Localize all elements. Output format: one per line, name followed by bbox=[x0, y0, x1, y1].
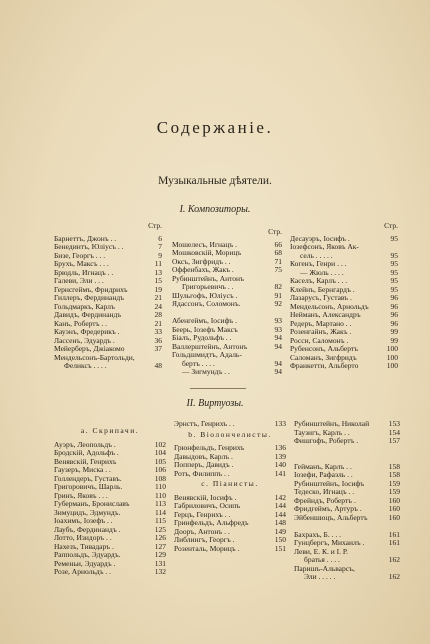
toc-entry-page: 94 bbox=[274, 333, 282, 342]
toc-entry-name: Мошковскій, Морицъ bbox=[172, 249, 242, 257]
toc-entry-name: Розе, Арнольдъ . . bbox=[54, 568, 111, 576]
toc-entry bbox=[54, 328, 162, 337]
toc-entry-name: Рубенсонъ, Альбертъ bbox=[290, 345, 359, 353]
toc-entry-name: Фридгеймъ, Артуръ . bbox=[294, 505, 362, 513]
toc-entry-name: Іозефсонъ, Яковъ Ак- bbox=[290, 243, 359, 251]
toc-entry-name: Фишгофъ, Робертъ . bbox=[294, 437, 359, 445]
toc-entry-page: 153 bbox=[388, 419, 400, 428]
toc-entry bbox=[54, 362, 162, 371]
toc-entry bbox=[290, 337, 398, 346]
toc-entry-page: 95 bbox=[390, 259, 398, 268]
toc-entry-name: Голлендеръ, Густавъ. bbox=[54, 474, 122, 483]
toc-entry-page: 110 bbox=[155, 490, 166, 500]
toc-entry bbox=[54, 269, 162, 278]
toc-entry-name: Шульгофъ, Юліусъ . bbox=[172, 291, 238, 300]
toc-entry bbox=[290, 354, 398, 363]
toc-entry bbox=[54, 458, 166, 467]
toc-entry-page: 13 bbox=[154, 267, 162, 277]
toc-entry bbox=[294, 539, 400, 548]
toc-entry-page: 96 bbox=[390, 293, 398, 302]
toc-entry-page: 151 bbox=[274, 543, 286, 553]
toc-entry-name: Гаузеръ, Миска . . bbox=[54, 466, 111, 474]
toc-entry-name: Мошелесъ, Игнацъ . bbox=[172, 240, 238, 249]
toc-entry-name bbox=[172, 309, 266, 318]
page-column-label: Стр. bbox=[384, 221, 398, 230]
toc-entry bbox=[54, 509, 166, 518]
toc-entry bbox=[54, 475, 166, 484]
toc-entry-page: 144 bbox=[274, 501, 286, 510]
toc-entry-name: Брухъ, Максъ . . . bbox=[54, 260, 109, 268]
toc-entry-name: бертъ . . . . bbox=[182, 359, 215, 368]
toc-entry-name: Брюдль, Игнацъ . . bbox=[54, 268, 114, 277]
toc-entry-name bbox=[294, 522, 384, 531]
toc-entry-page: 100 bbox=[386, 352, 398, 362]
toc-entry-name: Зимуцидъ, Эдмундъ. bbox=[54, 508, 121, 517]
toc-entry-name: Давидъ, Фердинандъ bbox=[54, 311, 122, 319]
toc-entry-name: Оффенбахъ, Жакъ . bbox=[172, 266, 234, 274]
toc-entry-page: 159 bbox=[388, 487, 400, 496]
toc-entry-name: Попперъ, Давидъ . bbox=[174, 461, 234, 469]
toc-entry bbox=[174, 545, 286, 554]
toc-entry-name: Грюнфельдъ, Генрихъ bbox=[174, 444, 245, 452]
virtuosi-column-3 bbox=[294, 420, 400, 582]
toc-entry bbox=[54, 345, 162, 354]
toc-entry bbox=[54, 551, 166, 560]
toc-entry-page: 36 bbox=[154, 335, 162, 345]
toc-entry bbox=[174, 519, 286, 528]
toc-entry-name: Ауэръ, Леопольдъ . bbox=[54, 440, 116, 449]
toc-entry-page: 125 bbox=[154, 524, 166, 534]
section-heading-composers: I. Композиторы. bbox=[179, 204, 251, 215]
toc-entry bbox=[290, 277, 398, 286]
toc-entry-name: Дооръ, Антонъ . . bbox=[174, 527, 230, 536]
toc-entry bbox=[174, 511, 286, 520]
toc-entry bbox=[294, 514, 400, 523]
toc-entry-name bbox=[294, 454, 384, 463]
toc-entry bbox=[174, 528, 286, 537]
toc-entry-name: сель . . . . . bbox=[300, 251, 333, 260]
toc-entry-page: 140 bbox=[274, 460, 286, 469]
toc-entry bbox=[54, 534, 166, 543]
toc-entry bbox=[172, 317, 282, 326]
toc-entry bbox=[294, 531, 400, 540]
toc-entry-page: 148 bbox=[274, 518, 286, 527]
toc-entry bbox=[54, 517, 166, 526]
toc-entry bbox=[54, 500, 166, 509]
toc-entry bbox=[54, 449, 166, 458]
composers-column-1 bbox=[54, 222, 162, 371]
toc-entry-page: 37 bbox=[154, 344, 162, 353]
toc-entry-page: 129 bbox=[154, 550, 166, 559]
toc-entry-name: Іозефи, Рафаэль . . bbox=[294, 471, 353, 479]
toc-entry-page: 28 bbox=[154, 310, 162, 319]
toc-entry-page: 95 bbox=[390, 284, 398, 294]
toc-entry-page: 91 bbox=[274, 290, 282, 300]
toc-entry bbox=[172, 283, 282, 292]
toc-entry bbox=[54, 560, 166, 569]
toc-entry-page: 162 bbox=[388, 555, 400, 564]
page-column-label: Стр. bbox=[268, 227, 282, 236]
toc-entry-name: Оксъ, Зигфридъ . . bbox=[172, 257, 231, 266]
toc-entry bbox=[172, 266, 282, 275]
toc-entry-page: 48 bbox=[154, 361, 162, 370]
toc-entry-page: 132 bbox=[154, 567, 166, 576]
toc-entry-page: 94 bbox=[274, 358, 282, 368]
toc-entry-page: 96 bbox=[390, 318, 398, 328]
toc-entry bbox=[174, 536, 286, 545]
toc-entry-page bbox=[384, 446, 400, 455]
toc-entry bbox=[172, 241, 282, 250]
toc-entry-page: 11 bbox=[154, 259, 162, 268]
toc-entry-name: Губерманъ, Брониславъ bbox=[54, 500, 130, 508]
toc-entry-name: Гунцбергъ, Михаилъ . bbox=[294, 539, 365, 547]
toc-entry bbox=[54, 466, 166, 475]
toc-entry bbox=[294, 565, 400, 574]
toc-entry bbox=[54, 286, 162, 295]
toc-entry bbox=[54, 235, 162, 244]
toc-entry-page: 160 bbox=[388, 504, 400, 513]
toc-entry-page: 159 bbox=[388, 478, 400, 488]
toc-entry-page: 150 bbox=[274, 535, 286, 544]
toc-entry-name: Венявскій, Генрихъ bbox=[54, 457, 117, 466]
toc-entry-page: 114 bbox=[155, 507, 166, 517]
toc-entry-page: 75 bbox=[274, 265, 282, 274]
toc-entry-name: Бродскій, Адольфъ . bbox=[54, 449, 119, 457]
toc-entry bbox=[294, 429, 400, 438]
toc-entry-name: Ядассонъ, Соломонъ. bbox=[172, 300, 241, 308]
toc-entry-page: 93 bbox=[274, 316, 282, 325]
toc-entry-name: Бенединтъ, Юліусъ . . bbox=[54, 243, 124, 251]
toc-entry bbox=[54, 526, 166, 535]
toc-entry bbox=[174, 453, 286, 462]
toc-entry bbox=[294, 488, 400, 497]
toc-entry bbox=[172, 351, 282, 360]
toc-entry-page: 157 bbox=[388, 436, 400, 445]
toc-entry-page: 158 bbox=[388, 470, 400, 479]
toc-entry bbox=[172, 258, 282, 267]
toc-entry-page: 96 bbox=[390, 301, 398, 311]
toc-entry-name: Бизе, Георгъ . . . bbox=[54, 251, 106, 260]
toc-entry bbox=[54, 492, 166, 501]
toc-entry-page: 93 bbox=[274, 324, 282, 334]
page-column-label: Стр. bbox=[148, 221, 162, 230]
toc-entry bbox=[294, 497, 400, 506]
toc-entry-name: Канъ, Робертъ . . bbox=[54, 319, 107, 328]
toc-entry-name: Каселъ, Карлъ . . . bbox=[290, 277, 348, 285]
toc-entry-name: Давыдовъ, Карлъ . bbox=[174, 452, 233, 461]
toc-entry-name bbox=[294, 446, 384, 455]
toc-entry-page: 160 bbox=[388, 512, 400, 522]
toc-entry-name: Біалъ, Рудольфъ . . bbox=[172, 334, 232, 342]
toc-entry-page: 94 bbox=[274, 341, 282, 351]
toc-entry-name: Мендельсонъ, Арнольдъ bbox=[290, 302, 369, 311]
toc-entry-name: Фрейндъ, Робертъ . bbox=[294, 496, 356, 505]
toc-entry bbox=[294, 437, 400, 446]
toc-entry bbox=[294, 446, 400, 455]
toc-entry-page: 144 bbox=[274, 509, 286, 519]
toc-entry-name: Таузигъ, Карлъ . . bbox=[294, 428, 350, 437]
toc-entry-name: Рубинштейнъ, Іосифъ bbox=[294, 479, 365, 488]
toc-entry bbox=[290, 303, 398, 312]
toc-entry-page: 100 bbox=[386, 361, 398, 370]
toc-entry-name: Гольдмаркъ, Карлъ bbox=[54, 302, 115, 311]
toc-entry-page: 126 bbox=[154, 533, 166, 542]
toc-entry bbox=[290, 269, 398, 278]
toc-entry-page: 110 bbox=[155, 482, 166, 491]
toc-entry bbox=[294, 480, 400, 489]
toc-entry-page: 131 bbox=[154, 558, 166, 568]
toc-entry bbox=[54, 543, 166, 552]
toc-entry-page: 96 bbox=[390, 310, 398, 319]
toc-entry-name: Эли . . . . . bbox=[304, 573, 336, 581]
toc-entry-page: 6 bbox=[158, 233, 162, 243]
toc-entry bbox=[174, 494, 286, 503]
toc-entry-page: 92 bbox=[274, 299, 282, 308]
toc-entry-name: Розенталь, Морицъ . bbox=[174, 544, 240, 553]
toc-entry-name: Гейманъ, Карлъ . . bbox=[294, 462, 352, 471]
toc-entry bbox=[174, 461, 286, 470]
toc-entry-name: Эрнстъ, Генрихъ . . bbox=[174, 420, 235, 428]
toc-entry-page: 95 bbox=[390, 267, 398, 277]
toc-entry-page: 115 bbox=[155, 516, 166, 525]
toc-entry-name: Гиллеръ, Фердинандъ bbox=[54, 294, 125, 302]
toc-entry bbox=[290, 260, 398, 269]
toc-entry bbox=[54, 311, 162, 320]
toc-entry-page: 108 bbox=[154, 473, 166, 483]
toc-entry bbox=[54, 441, 166, 450]
toc-entry bbox=[172, 249, 282, 258]
toc-entry-page: 162 bbox=[388, 572, 400, 581]
toc-entry-page: 139 bbox=[274, 451, 286, 461]
toc-entry bbox=[294, 548, 400, 557]
toc-entry-page: 33 bbox=[154, 327, 162, 336]
toc-entry bbox=[172, 309, 282, 318]
toc-entry bbox=[54, 568, 166, 577]
toc-entry-page: 71 bbox=[274, 256, 282, 266]
toc-entry-name: Григоровичъ, Шарль. bbox=[54, 483, 123, 491]
toc-entry bbox=[290, 311, 398, 320]
toc-entry bbox=[294, 454, 400, 463]
toc-entry-page: 19 bbox=[154, 284, 162, 294]
toc-entry-page: 94 bbox=[274, 367, 282, 376]
toc-entry-page: 133 bbox=[274, 419, 286, 428]
toc-entry-name: Барнеттъ, Джонъ . . bbox=[54, 234, 117, 243]
toc-entry-name: Раппольдъ, Эдуардъ. bbox=[54, 551, 121, 559]
toc-entry-page: 24 bbox=[154, 301, 162, 311]
section-heading-virtuosi: II. Виртуозы. bbox=[186, 398, 244, 409]
toc-entry bbox=[174, 444, 286, 453]
toc-entry-name: Григорьевичъ . . bbox=[182, 283, 234, 291]
toc-entry bbox=[290, 243, 398, 252]
toc-entry-page: 66 bbox=[274, 239, 282, 249]
toc-entry bbox=[54, 320, 162, 329]
toc-entry bbox=[172, 368, 282, 377]
toc-entry bbox=[174, 502, 286, 511]
toc-entry-name: Саломанъ, Зигфридъ bbox=[290, 353, 357, 362]
subsection-heading-cellists: b. Віолончелисты. bbox=[188, 429, 272, 439]
toc-entry bbox=[290, 252, 398, 261]
toc-entry bbox=[174, 420, 286, 429]
toc-entry-name: Галеви, Эли . . . bbox=[54, 277, 104, 285]
toc-entry-name: Нейманъ, Александръ bbox=[290, 311, 361, 319]
toc-entry-name: Паришъ-Альварсъ, bbox=[294, 564, 355, 573]
toc-entry-name: Рубинштейнъ, Антонъ bbox=[172, 274, 244, 283]
toc-entry bbox=[54, 354, 162, 363]
toc-entry bbox=[294, 522, 400, 531]
toc-entry bbox=[172, 292, 282, 301]
toc-entry-page: 154 bbox=[388, 427, 400, 437]
toc-entry-name: Беерь, Іозефъ Максъ bbox=[172, 325, 238, 334]
toc-entry-name: Лотто, Изидоръ . . bbox=[54, 534, 112, 542]
toc-entry bbox=[290, 362, 398, 371]
toc-entry-page: 21 bbox=[154, 318, 162, 328]
toc-entry bbox=[54, 252, 162, 261]
toc-entry-page: 95 bbox=[390, 276, 398, 285]
toc-entry bbox=[172, 300, 282, 309]
toc-entry bbox=[290, 294, 398, 303]
toc-entry bbox=[290, 328, 398, 337]
toc-entry-name: Лассенъ, Эдуардъ . bbox=[54, 336, 115, 345]
toc-entry-name: Либлингъ, Георгъ . bbox=[174, 536, 235, 544]
toc-entry-name: Ременьи, Эдуардъ . bbox=[54, 559, 116, 568]
toc-entry-name: Когенъ, Генри . . . bbox=[290, 260, 347, 268]
toc-entry-name: Габриловичъ, Осипъ bbox=[174, 502, 241, 510]
toc-entry-name: Гринъ, Яковъ . . . bbox=[54, 491, 108, 500]
toc-entry-name: Лазарусъ, Густавъ . bbox=[290, 294, 352, 302]
toc-entry bbox=[294, 471, 400, 480]
toc-entry-name: Гернсгеймъ, Фридрихъ bbox=[54, 285, 128, 294]
toc-entry bbox=[172, 343, 282, 352]
toc-entry-name: Леви, Е. К. и І. Р. bbox=[294, 547, 348, 556]
section-divider bbox=[190, 388, 246, 389]
toc-entry-page: 21 bbox=[154, 293, 162, 302]
toc-entry-name: Кауэнъ, Фредерикъ . bbox=[54, 328, 120, 336]
toc-entry-name: братья . . . . bbox=[304, 556, 340, 564]
toc-entry bbox=[54, 294, 162, 303]
toc-entry-page: 102 bbox=[154, 439, 166, 449]
toc-entry-page: 149 bbox=[274, 526, 286, 536]
toc-entry bbox=[290, 286, 398, 295]
composers-column-2 bbox=[172, 228, 282, 377]
toc-entry-name: Мендельсонъ-Бартольди, bbox=[54, 353, 135, 362]
toc-entry-page: 136 bbox=[274, 443, 286, 452]
toc-entry-name: Эйбеншюцъ, Альбертъ bbox=[294, 513, 368, 522]
toc-entry-name: Клейнъ, Бернгардъ . bbox=[290, 285, 355, 294]
toc-entry bbox=[172, 275, 282, 284]
toc-entry bbox=[172, 334, 282, 343]
toc-entry-page: 15 bbox=[154, 276, 162, 285]
toc-entry-name: Редеръ, Мартано . . bbox=[290, 319, 352, 328]
toc-entry-page: 105 bbox=[154, 456, 166, 466]
toc-entry-name: Гольдшмидтъ, Адаль- bbox=[172, 351, 242, 359]
toc-entry-name: Ротъ, Филиппъ . . bbox=[174, 469, 230, 478]
toc-entry-page: 9 bbox=[158, 250, 162, 260]
toc-entry-page: 161 bbox=[388, 538, 400, 547]
toc-entry-page: 95 bbox=[390, 250, 398, 260]
toc-entry-page: 68 bbox=[274, 248, 282, 257]
toc-entry-page: 127 bbox=[154, 541, 166, 551]
toc-entry-name: Лаубъ, Фердинандъ . bbox=[54, 525, 121, 534]
toc-entry bbox=[54, 483, 166, 492]
toc-entry bbox=[54, 260, 162, 269]
toc-entry bbox=[174, 470, 286, 479]
toc-entry-page: 99 bbox=[390, 327, 398, 336]
toc-entry-name: Феликсъ . . . . bbox=[64, 362, 107, 370]
composers-column-3 bbox=[290, 222, 398, 371]
toc-entry bbox=[294, 505, 400, 514]
toc-entry bbox=[294, 420, 400, 429]
page-subtitle: Музыкальные дѣятели. bbox=[158, 175, 272, 187]
toc-entry-name: Франкетти, Альберто bbox=[290, 362, 359, 370]
toc-entry-name: Мейерберъ, Джіакомо bbox=[54, 345, 125, 353]
toc-entry-name: Росси, Саломонъ . bbox=[290, 336, 349, 345]
virtuosi-column-1 bbox=[54, 425, 166, 577]
toc-entry bbox=[294, 463, 400, 472]
toc-entry-name: Рубинштейнъ, Николай bbox=[294, 420, 370, 428]
toc-entry-page: 99 bbox=[390, 335, 398, 345]
toc-entry bbox=[290, 320, 398, 329]
virtuosi-column-2 bbox=[174, 420, 286, 553]
toc-entry-page: 141 bbox=[274, 468, 286, 478]
toc-entry bbox=[294, 573, 400, 582]
toc-entry bbox=[54, 277, 162, 286]
toc-entry bbox=[294, 556, 400, 565]
toc-entry-page: 100 bbox=[386, 344, 398, 353]
toc-entry-name: — Зигмундъ . . bbox=[182, 368, 230, 376]
toc-entry bbox=[172, 326, 282, 335]
toc-entry-name: Тедеско, Игнацъ . . bbox=[294, 488, 355, 496]
toc-entry-page: 106 bbox=[154, 465, 166, 474]
toc-entry-name: — Жюль . . . . bbox=[300, 268, 344, 277]
toc-entry-name: Нахезъ, Тивадаръ . bbox=[54, 542, 114, 551]
toc-entry-page: 113 bbox=[155, 499, 166, 508]
toc-entry-page: 82 bbox=[274, 282, 282, 291]
toc-entry-name: Розенгайнъ, Жакъ . bbox=[290, 328, 352, 336]
toc-entry bbox=[54, 337, 162, 346]
subsection-heading-violinists: a. Скрипачи. bbox=[80, 426, 140, 435]
subsection-heading-pianists: c. Піанисты. bbox=[201, 479, 259, 488]
toc-entry bbox=[172, 360, 282, 369]
toc-entry-page: 161 bbox=[388, 529, 400, 539]
toc-entry-name: Бахрахъ, Б. . . . bbox=[294, 530, 341, 539]
toc-entry-page: 158 bbox=[388, 461, 400, 471]
page-title: Содержаніе. bbox=[156, 118, 274, 137]
toc-entry-page: 104 bbox=[154, 448, 166, 457]
toc-entry bbox=[290, 345, 398, 354]
toc-entry-name: Герцъ, Генрихъ . . bbox=[174, 510, 231, 519]
toc-entry-name: Іоахимъ, Іозефъ . . bbox=[54, 517, 113, 525]
toc-entry bbox=[54, 243, 162, 252]
toc-entry-name: Венявскій, Іосифъ . bbox=[174, 493, 237, 502]
toc-entry bbox=[290, 235, 398, 244]
toc-entry-name: Гринфельдъ, Альфредъ bbox=[174, 519, 249, 527]
toc-entry-name: Десауэръ, Іосифъ . bbox=[290, 234, 350, 243]
toc-entry-page: 160 bbox=[388, 495, 400, 505]
toc-entry bbox=[54, 303, 162, 312]
toc-entry-page: 95 bbox=[390, 233, 398, 243]
toc-entry-name: Валлерштейнъ, Антонъ bbox=[172, 342, 248, 351]
toc-entry-name: Абенгеймъ, Іосифъ . bbox=[172, 317, 238, 325]
toc-entry-page: 142 bbox=[274, 492, 286, 502]
toc-entry-page: 7 bbox=[158, 242, 162, 251]
